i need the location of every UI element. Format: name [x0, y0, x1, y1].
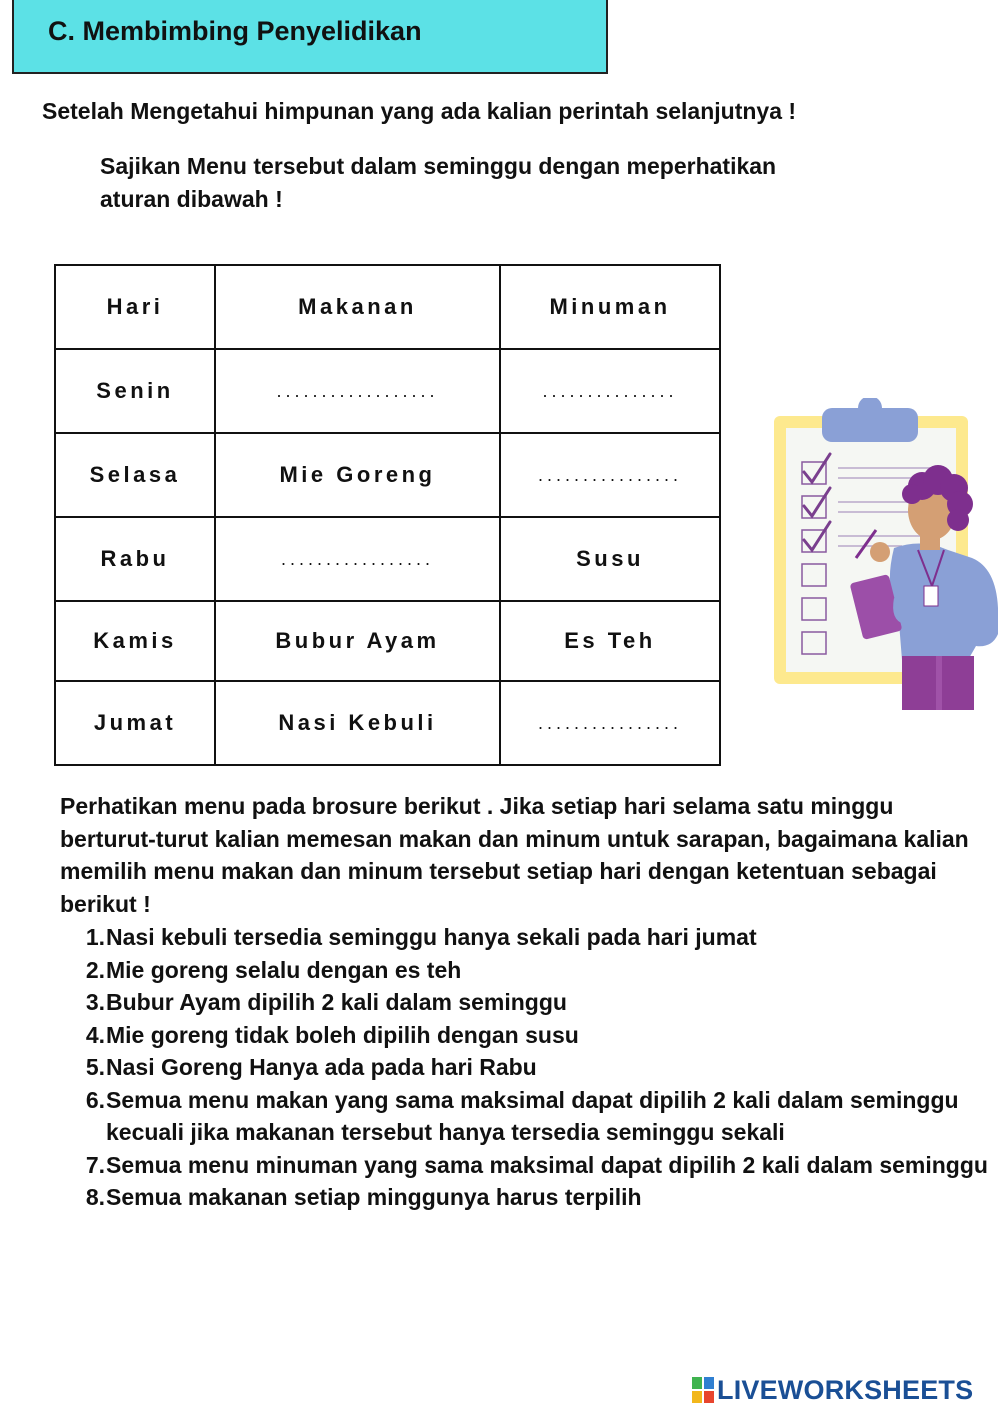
- section-header: [12, 0, 608, 74]
- cell-food: Mie Goreng: [215, 433, 500, 517]
- rule-text: Mie goreng tidak boleh dipilih dengan susu: [106, 1021, 579, 1048]
- cell-drink-blank[interactable]: ................: [500, 681, 720, 765]
- table-row: [55, 681, 720, 765]
- rule-number: 5.: [85, 1054, 105, 1080]
- list-item: [60, 1051, 995, 1084]
- table-row: [55, 433, 720, 517]
- rule-number: 7.: [85, 1151, 105, 1178]
- person-shirt: [890, 543, 998, 660]
- id-badge: [924, 586, 938, 606]
- table-row: [55, 349, 720, 433]
- cell-food-blank[interactable]: .................: [215, 517, 500, 601]
- cell-day: Rabu: [55, 517, 215, 601]
- cell-day: Jumat: [55, 681, 215, 765]
- intro-text: Setelah Mengetahui himpunan yang ada kalian perintah selanjutnya !: [42, 98, 797, 124]
- clipboard-person-illustration: [772, 398, 1000, 710]
- cell-drink: Susu: [500, 517, 720, 601]
- rule-text: Bubur Ayam dipilih 2 kali dalam seminggu: [106, 989, 567, 1015]
- cell-drink: Es Teh: [500, 601, 720, 681]
- rule-number: 1.: [85, 924, 105, 950]
- rule-number: 6.: [85, 1086, 105, 1113]
- list-item: [60, 986, 995, 1019]
- cell-day: Kamis: [55, 601, 215, 681]
- description-text: Perhatikan menu pada brosure berikut . Jika setiap hari selama satu minggu berturut-turut kalian memesan makan dan minum untuk sarapan, bagaimana kalian memilih menu makan dan minum tersebut setiap hari dengan ketentuan sebagai berikut !: [60, 793, 969, 917]
- cell-day: Selasa: [55, 433, 215, 517]
- rule-number: 2.: [85, 956, 105, 983]
- list-item: [60, 1149, 995, 1182]
- menu-table: [54, 264, 721, 766]
- header-makanan: Makanan: [215, 265, 500, 349]
- list-item: [60, 921, 995, 954]
- rules-list: [60, 921, 995, 1214]
- cell-drink-blank[interactable]: ................: [500, 433, 720, 517]
- section-title: C. Membimbing Penyelidikan: [48, 16, 422, 46]
- liveworksheets-logo-icon: [692, 1377, 714, 1403]
- list-item: [60, 1019, 995, 1052]
- rule-number: 3.: [85, 989, 105, 1015]
- liveworksheets-brand: LIVEWORKSHEETS: [717, 1374, 974, 1405]
- table-row: [55, 517, 720, 601]
- instruction-text: Sajikan Menu tersebut dalam seminggu dengan meperhatikan aturan dibawah !: [100, 153, 777, 212]
- rule-number: 8.: [85, 1184, 105, 1210]
- list-item: [60, 1181, 995, 1214]
- person-hand: [870, 542, 890, 562]
- rule-text: Mie goreng selalu dengan es teh: [106, 956, 462, 983]
- liveworksheets-footer[interactable]: [692, 1372, 973, 1408]
- list-item: [60, 954, 995, 987]
- header-hari: Hari: [55, 265, 215, 349]
- rule-text: Nasi Goreng Hanya ada pada hari Rabu: [106, 1054, 537, 1080]
- cell-food-blank[interactable]: ..................: [215, 349, 500, 433]
- rule-text: Semua menu makan yang sama maksimal dapat dipilih 2 kali dalam seminggu kecuali jika makanan tersebut hanya tersedia seminggu sekali: [106, 1086, 959, 1145]
- header-minuman: Minuman: [500, 265, 720, 349]
- list-item: [60, 1084, 995, 1149]
- table-header-row: [55, 265, 720, 349]
- rule-text: Semua makanan setiap minggunya harus terpilih: [106, 1184, 642, 1210]
- cell-food: Bubur Ayam: [215, 601, 500, 681]
- table-row: [55, 601, 720, 681]
- cell-drink-blank[interactable]: ...............: [500, 349, 720, 433]
- cell-day: Senin: [55, 349, 215, 433]
- cell-food: Nasi Kebuli: [215, 681, 500, 765]
- rule-number: 4.: [85, 1021, 105, 1048]
- rule-text: Nasi kebuli tersedia seminggu hanya sekali pada hari jumat: [106, 924, 757, 950]
- rule-text: Semua menu minuman yang sama maksimal dapat dipilih 2 kali dalam seminggu: [106, 1151, 988, 1178]
